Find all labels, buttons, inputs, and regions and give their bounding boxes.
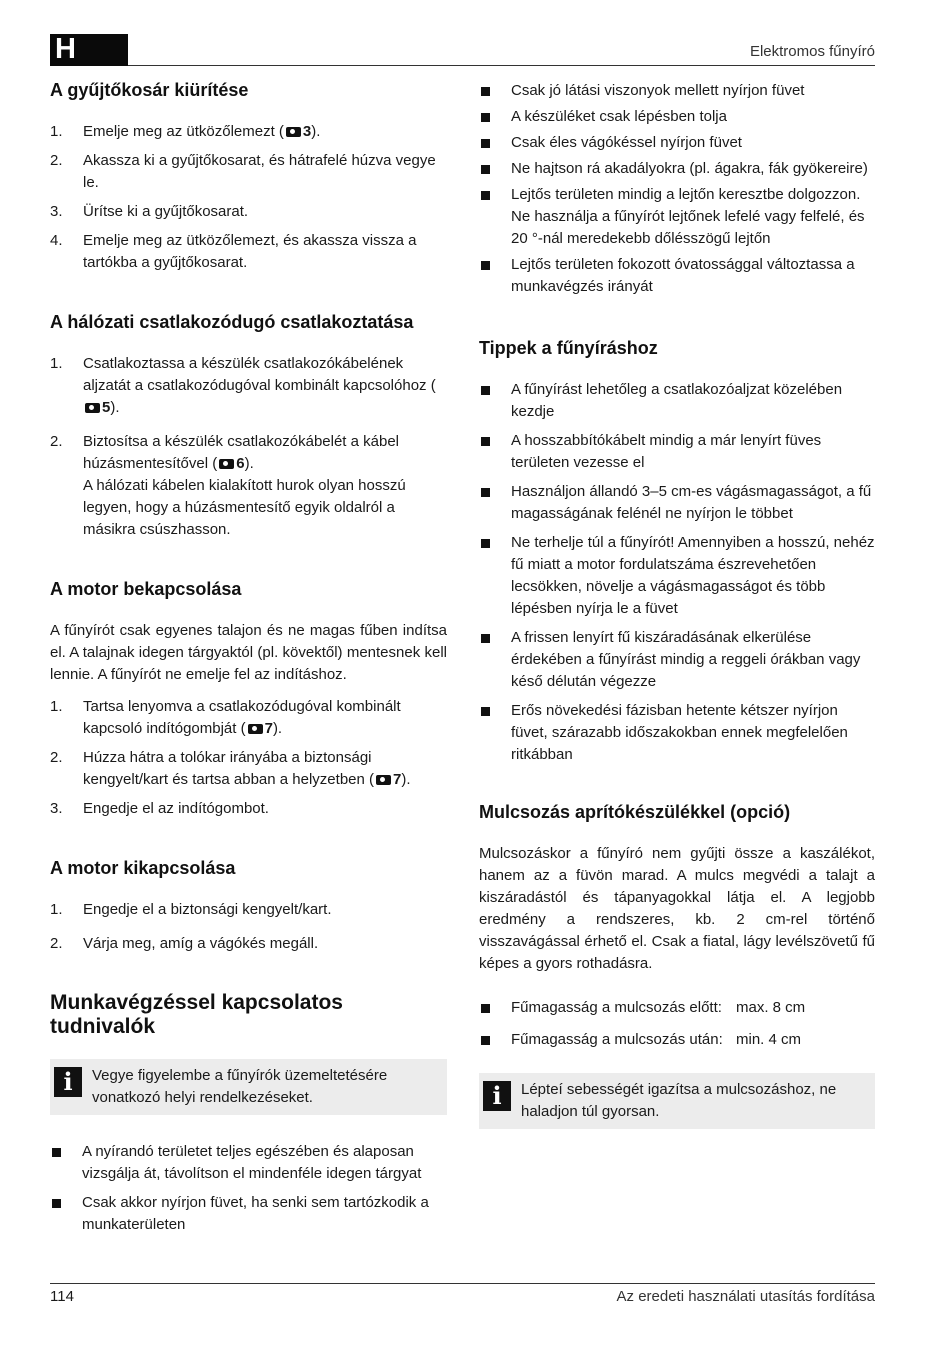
bullet-square-icon (481, 1036, 490, 1045)
list-item: 1. Engedje el a biztonsági kengyelt/kart. (50, 901, 332, 918)
list-item: Ne terhelje túl a fűnyírót! Amennyiben a hosszú, nehéz fű miatt a motor fordulatszáma észrevehetően lecsökken, növelje a vágásmagasságot és több lépésben nyírja le a füvet (479, 532, 875, 620)
list-item: 2. Húzza hátra a tolókar irányába a biztonsági kengyelt/kart és tartsa abban a helyzetben ( 7). (50, 749, 411, 788)
header-rule (128, 65, 875, 66)
info-box: i Lépteí sebességét igazítsa a mulcsozáshoz, ne haladjon túl gyorsan. (479, 1073, 875, 1129)
bullets-work-notes (50, 1141, 447, 1236)
bullet-square-icon (481, 139, 490, 148)
bullet-square-icon (481, 386, 490, 395)
header-title: Elektromos fűnyíró (749, 43, 875, 60)
section-title-mowing-tips: Tippek a fűnyíráshoz (479, 338, 658, 358)
bullet-square-icon (481, 261, 490, 270)
list-item: 2. Biztosítsa a készülék csatlakozókábelét a kábel húzásmentesítővel ( 6). A hálózati kábelen kialakított hurok olyan hosszú legyen, hogy a húzásmentesítő egyik oldalról a másikra csúszhasson. (50, 433, 406, 538)
bullet-square-icon (52, 1148, 61, 1157)
section-title-mulching: Mulcsozás aprítókészülékkel (opció) (479, 802, 791, 822)
right-column (479, 80, 875, 1129)
list-item: 1. Emelje meg az ütközőlemezt ( 3). (50, 123, 321, 140)
list-item: Csak jó látási viszonyok mellett nyírjon füvet (479, 80, 875, 102)
list-item: Csak akkor nyírjon füvet, ha senki sem tartózkodik a munkaterületen (50, 1192, 447, 1236)
section-title-motor-on: A motor bekapcsolása (50, 579, 242, 599)
bullet-square-icon (481, 634, 490, 643)
steps-empty-basket (50, 121, 447, 274)
bullet-square-icon (481, 707, 490, 716)
camera-icon (376, 775, 391, 785)
list-item: Használjon állandó 3–5 cm-es vágásmagasságot, a fű magasságának felénél ne nyírjon le többet (479, 481, 875, 525)
info-icon: i (483, 1081, 511, 1111)
list-item: Lejtős területen mindig a lejtőn keresztbe dolgozzon. Ne használja a fűnyírót lejtőnek lefelé vagy felfelé, és 20 °-nál meredekebb dőlésszögű lejtőn (479, 184, 875, 250)
bullet-square-icon (481, 488, 490, 497)
list-item: A készüléket csak lépésben tolja (479, 106, 875, 128)
list-item: A fűnyírást lehetőleg a csatlakozóaljzat közelében kezdje (479, 379, 875, 423)
list-item: 2. Akassza ki a gyűjtőkosarat, és hátrafelé húzva vegye le. (50, 152, 436, 191)
bullet-square-icon (481, 539, 490, 548)
bullet-square-icon (481, 437, 490, 446)
list-item: 3. Ürítse ki a gyűjtőkosarat. (50, 203, 249, 220)
bullet-square-icon (481, 1004, 490, 1013)
bullets-work-notes-continued (479, 80, 875, 298)
section-title-empty-basket: A gyűjtőkosár kiürítése (50, 80, 249, 100)
page-number: 114 (50, 1288, 74, 1305)
steps-motor-off (50, 899, 447, 955)
left-column (50, 80, 447, 1243)
list-item: 2. Várja meg, amíg a vágókés megáll. (50, 935, 319, 952)
camera-icon (248, 724, 263, 734)
paragraph-mulching: Mulcsozáskor a fűnyíró nem gyűjti össze a kaszálékot, hanem az a füvön marad. A mulcs megvédi a talajt a kiszáradástól és tápanyagokkal látja el. A legjobb eredmény a rendszeres, kb. 2 cm-rel történő visszavágással érhető el. Csak a fiatal, lágy levélszövetű fű képes a gyors rothadásra. (479, 845, 875, 972)
steps-motor-on (50, 696, 447, 820)
list-item: 3. Engedje el az indítógombot. (50, 800, 269, 817)
bullet-square-icon (481, 113, 490, 122)
bullet-square-icon (481, 191, 490, 200)
list-item: Ne hajtson rá akadályokra (pl. ágakra, fák gyökereire) (479, 158, 875, 180)
list-item: 1. Csatlakoztassa a készülék csatlakozókábelének aljzatát a csatlakozódugóval kombinált kapcsolóhoz (5). (50, 355, 436, 416)
info-icon: i (54, 1067, 82, 1097)
list-item: A hosszabbítókábelt mindig a már lenyírt füves területen vezesse el (479, 430, 875, 474)
steps-plug-connect (50, 353, 447, 541)
list-item: 4. Emelje meg az ütközőlemezt, és akassza vissza a tartókba a gyűjtőkosarat. (50, 232, 417, 271)
language-badge (50, 34, 128, 66)
list-item: Csak éles vágókéssel nyírjon füvet (479, 132, 875, 154)
list-item: A frissen lenyírt fű kiszáradásának elkerülése érdekében a fűnyírást mindig a reggeli órákban vagy késő délután végezze (479, 627, 875, 693)
spec-row: Fűmagasság a mulcsozás után: min. 4 cm (479, 1029, 875, 1051)
section-title-motor-off: A motor kikapcsolása (50, 858, 236, 878)
bullet-square-icon (481, 165, 490, 174)
info-box: i Vegye figyelembe a fűnyírók üzemeltetésére vonatkozó helyi rendelkezéseket. (50, 1059, 447, 1115)
section-title-work-notes: Munkavégzéssel kapcsolatos tudnivalók (50, 991, 343, 1038)
bullets-mowing-tips (479, 379, 875, 766)
section-title-plug-connect: A hálózati csatlakozódugó csatlakoztatása (50, 312, 414, 332)
footer-note: Az eredeti használati utasítás fordítása (616, 1288, 875, 1305)
camera-icon (286, 127, 301, 137)
bullet-square-icon (481, 87, 490, 96)
camera-icon (85, 403, 100, 413)
paragraph-motor-on: A fűnyírót csak egyenes talajon és ne magas fűben indítsa el. A talajnak idegen tárgyaktól (pl. kövektől) mentesnek kell lennie. A fűnyírót ne emelje fel az indításhoz. (50, 622, 447, 683)
list-item: Erős növekedési fázisban hetente kétszer nyírjon füvet, szárazabb időszakokban ennek megfelelően ritkábban (479, 700, 875, 766)
camera-icon (219, 459, 234, 469)
list-item: Lejtős területen fokozott óvatossággal változtassa a munkavégzés irányát (479, 254, 875, 298)
mulching-specs (479, 997, 875, 1051)
footer-rule (50, 1283, 875, 1284)
list-item: A nyírandó területet teljes egészében és alaposan vizsgálja át, távolítson el mindenféle idegen tárgyat (50, 1141, 447, 1185)
bullet-square-icon (52, 1199, 61, 1208)
list-item: 1. Tartsa lenyomva a csatlakozódugóval kombinált kapcsoló indítógombját ( 7). (50, 698, 401, 737)
spec-row: Fűmagasság a mulcsozás előtt: max. 8 cm (479, 997, 875, 1019)
language-code: H (55, 33, 76, 65)
